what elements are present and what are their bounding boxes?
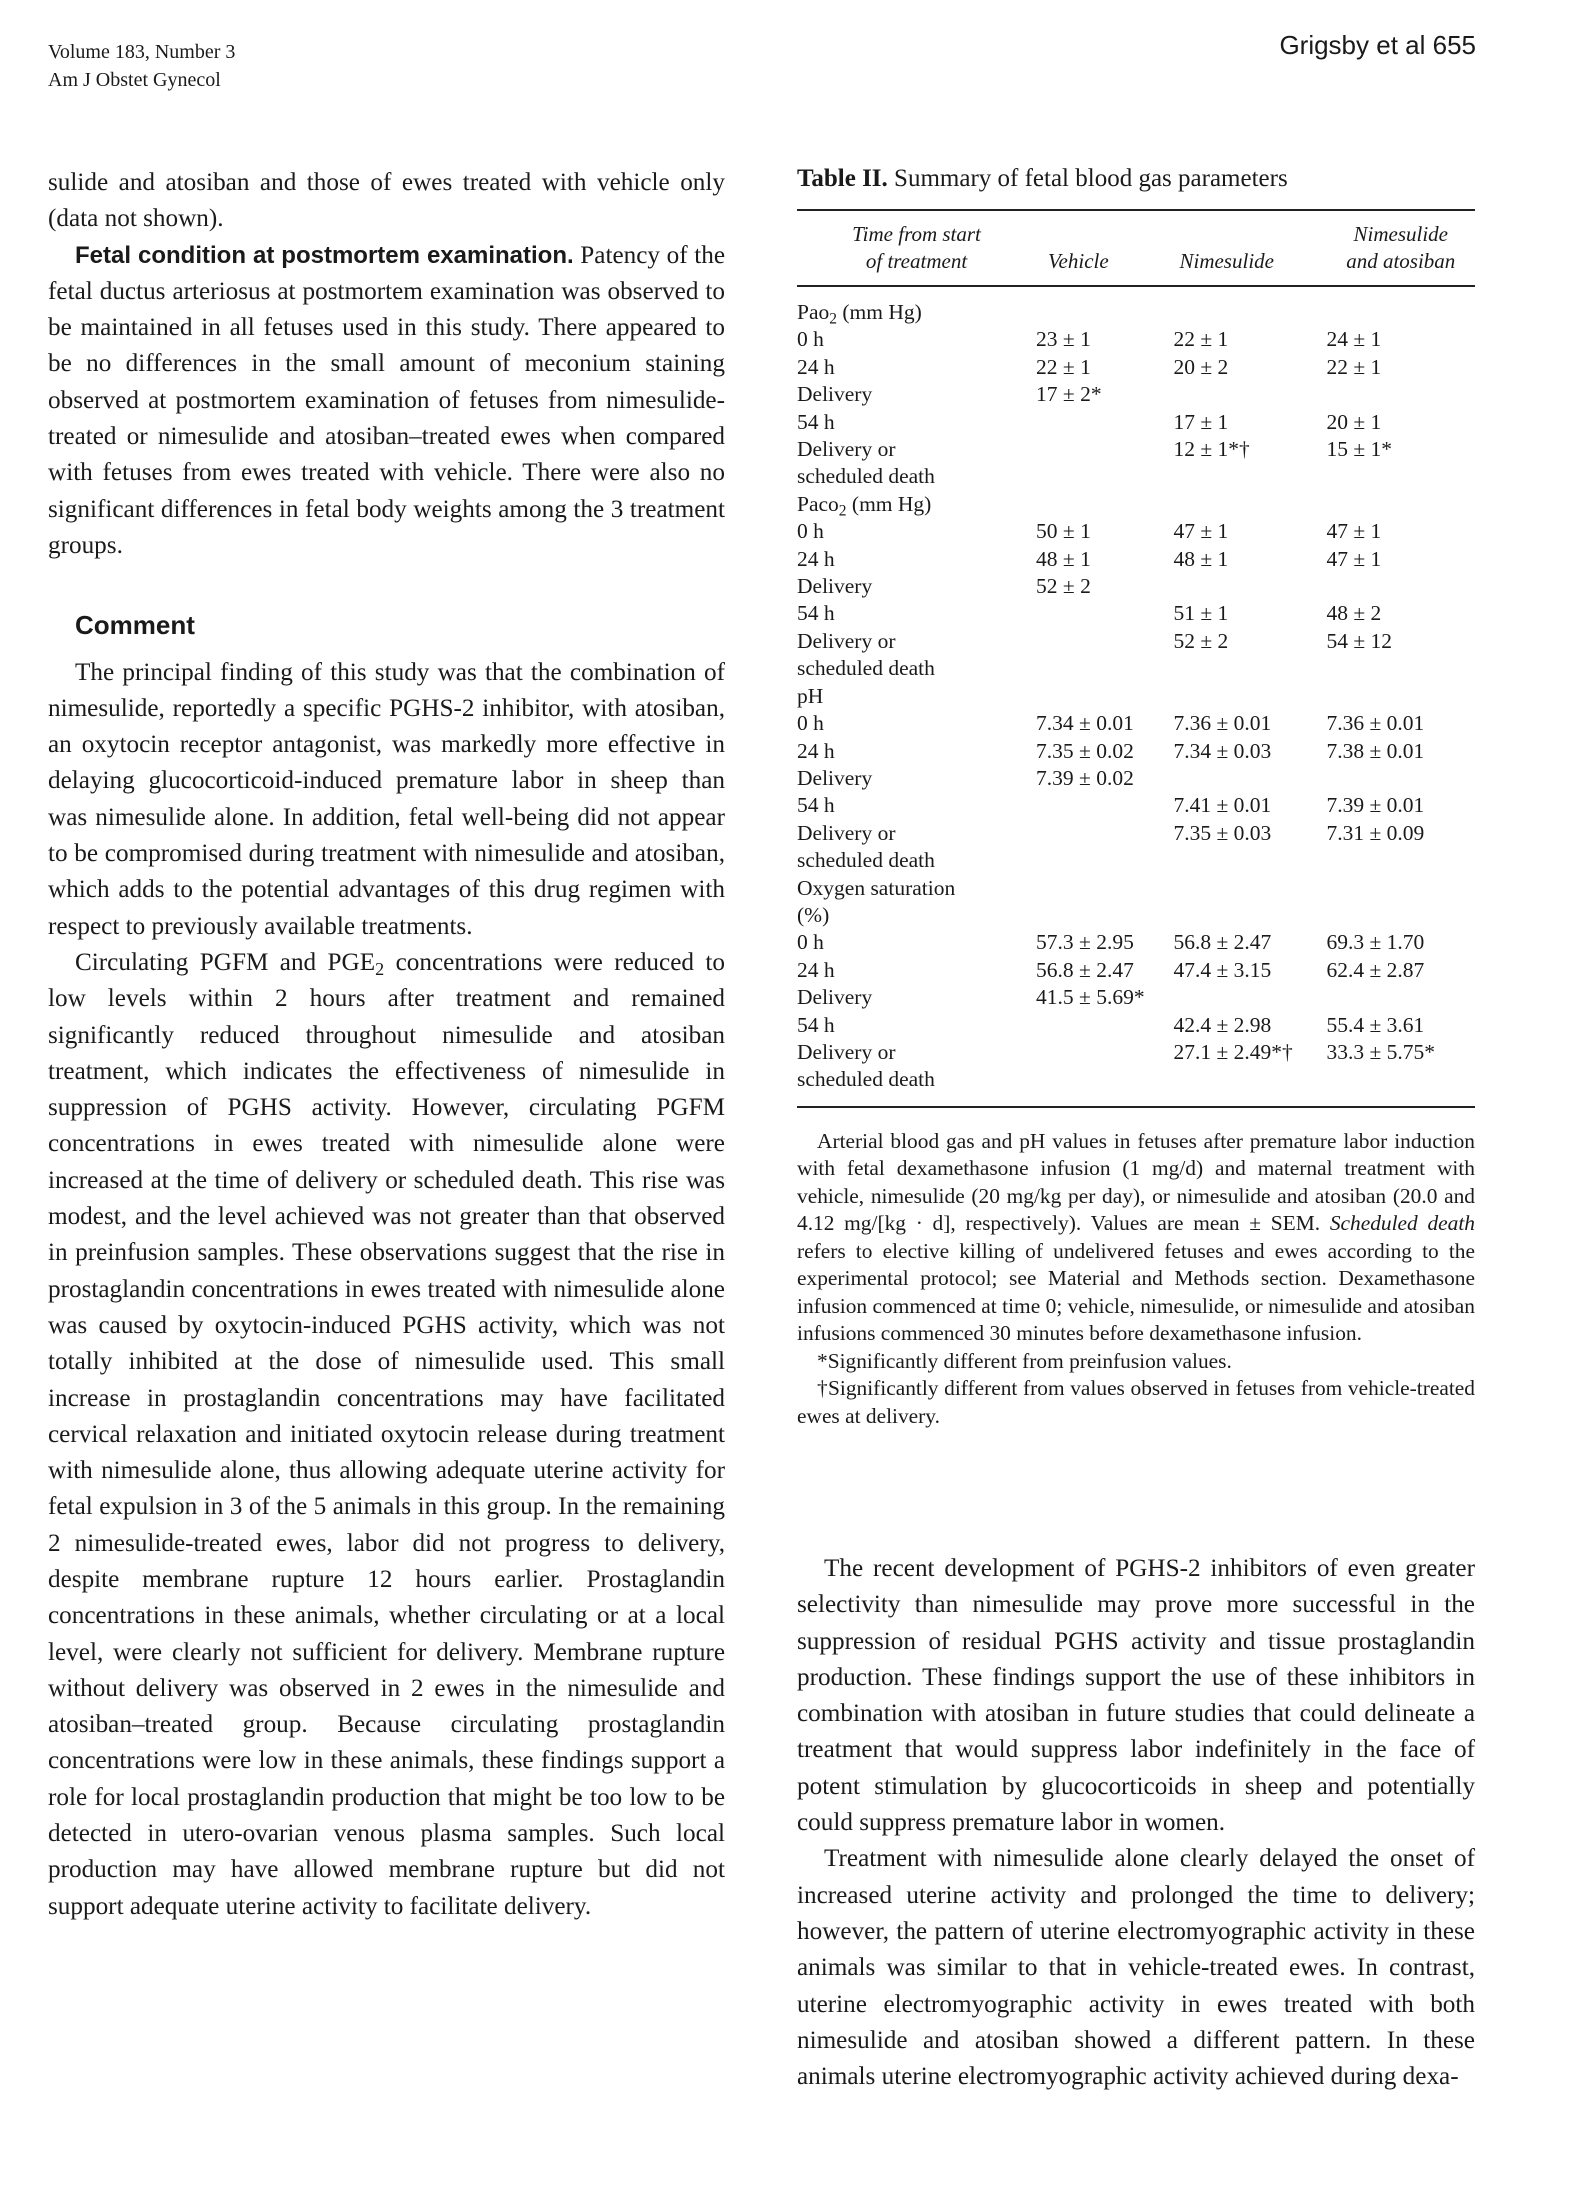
table-row	[797, 1066, 1475, 1106]
combo-cell	[1327, 463, 1476, 490]
table-row	[797, 957, 1475, 984]
journal-header	[48, 38, 235, 94]
combo-cell: 33.3 ± 5.75*	[1326, 1039, 1436, 1064]
time-cell: scheduled death	[797, 848, 935, 873]
group-pao2	[797, 286, 1475, 326]
footnote-dagger: †Significantly different from values observed in fetuses from vehicle-treated ewes at delivery.	[797, 1376, 1475, 1428]
combo-cell: 47 ± 1	[1326, 519, 1382, 544]
paragraph: The principal finding of this study was that the combination of nimesulide, reportedly a specific PGHS-2 inhibitor, with atosiban, an oxytocin receptor antagonist, was markedly more effective in delaying glucocorticoid-induced premature labor in sheep than was nimesulide alone. In addition, fetal well-being did not appear to be compromised during treatment with nimesulide and atosiban, which adds to the potential advantages of this drug regimen with respect to previously available treatments.	[48, 658, 725, 940]
vehicle-cell: 22 ± 1	[1036, 354, 1091, 379]
header-vehicle: Vehicle	[1036, 210, 1173, 286]
section-heading: Comment	[75, 610, 195, 641]
nimesulide-cell: 47.4 ± 3.15	[1173, 957, 1272, 982]
nimesulide-cell: 52 ± 2	[1173, 628, 1229, 653]
nimesulide-cell: 51 ± 1	[1173, 601, 1229, 626]
combo-cell: 55.4 ± 3.61	[1326, 1012, 1425, 1037]
combo-cell: 69.3 ± 1.70	[1326, 930, 1425, 955]
group-label: Oxygen saturation	[797, 875, 956, 900]
combo-cell: 7.38 ± 0.01	[1326, 738, 1425, 763]
table-footnotes	[797, 1128, 1475, 1431]
time-cell: Delivery or	[797, 437, 896, 462]
table-row	[797, 1039, 1475, 1066]
combo-cell: 15 ± 1*	[1326, 437, 1393, 462]
vehicle-cell	[1036, 847, 1173, 874]
header-combo: Nimesulide and atosiban	[1327, 210, 1476, 286]
vehicle-cell	[1036, 1012, 1173, 1039]
table-row	[797, 436, 1475, 463]
nimesulide-cell	[1173, 847, 1326, 874]
time-cell: Delivery or	[797, 628, 896, 653]
paragraph: Treatment with nimesulide alone clearly delayed the onset of increased uterine activity and prolonged the time to delivery; however, the pattern of uterine electromyographic activity in these animals was similar to that in vehicle-treated ewes. In contrast, uterine electromyographic activity in ewes treated with both nimesulide and atosiban showed a different pattern. In these animals uterine electromyographic activity achieved during dexa-	[797, 1845, 1475, 2091]
group-label: Paco$_2$ (mm Hg)	[797, 491, 932, 520]
paragraph-text: Patency of the fetal ductus arteriosus at postmortem examination was observed to be maintained in all fetuses used in this study. There appeared to be no differences in the small amount of meconium staining observed at postmortem examination of fetuses from nimesulide-treated or nimesulide and atosiban–treated ewes when compared with fetuses from ewes treated with vehicle. There were also no significant differences in fetal body weights among the 3 treatment groups.	[48, 241, 726, 559]
paragraph-text: concentrations were reduced to low levels within 2 hours after treatment and remained significantly reduced throughout nimesulide and atosiban treatment, which indicates the effectiveness of nimesulide in suppression of PGHS activity. However, circulating PGFM concentrations in ewes treated with nimesulide alone were increased at the time of delivery or scheduled death. This rise was modest, and the level achieved was not greater than that observed in preinfusion samples. These observations suggest that the rise in prostaglandin concentrations in ewes treated with nimesulide alone was caused by oxytocin-induced PGHS activity, which was not totally inhibited at the dose of nimesulide used. This small increase in prostaglandin concentrations may have facilitated cervical relaxation and initiated oxytocin release during treatment with nimesulide alone, thus allowing adequate uterine activity for fetal expulsion in 3 of the 5 animals in this group. In the remaining 2 nimesulide-treated ewes, labor did not progress to delivery, despite membrane rupture 12 hours earlier. Prostaglandin concentrations in these animals, whether circulating or at a local level, were clearly not sufficient for delivery. Membrane rupture without delivery was observed in 2 ewes in the nimesulide and atosiban–treated group. Because circulating prostaglandin concentrations were low in these animals, these findings support a role for local prostaglandin production that might be too low to be detected in utero-ovarian venous plasma samples. Such local production may have allowed membrane rupture but did not support adequate uterine activity to facilitate delivery.	[48, 948, 725, 1920]
nimesulide-cell	[1173, 463, 1326, 490]
group-oxygen-saturation-unit	[797, 902, 1475, 929]
time-cell: Delivery	[797, 382, 873, 407]
nimesulide-cell: 56.8 ± 2.47	[1173, 930, 1272, 955]
vehicle-cell	[1036, 792, 1173, 819]
vehicle-cell	[1036, 600, 1173, 627]
combo-cell: 54 ± 12	[1326, 628, 1393, 653]
table-row	[797, 573, 1475, 600]
combo-cell: 7.39 ± 0.01	[1326, 793, 1425, 818]
nimesulide-cell	[1173, 381, 1326, 408]
vehicle-cell: 17 ± 2*	[1036, 382, 1102, 407]
volume-line: Volume 183, Number 3	[48, 41, 236, 63]
combo-cell	[1327, 1066, 1476, 1106]
nimesulide-cell: 7.36 ± 0.01	[1173, 711, 1272, 736]
combo-cell: 62.4 ± 2.87	[1326, 957, 1425, 982]
vehicle-cell	[1036, 655, 1173, 682]
time-cell: 24 h	[797, 354, 835, 379]
group-label: pH	[797, 683, 824, 708]
vehicle-cell: 41.5 ± 5.69*	[1036, 985, 1145, 1010]
table-row	[797, 792, 1475, 819]
nimesulide-cell: 17 ± 1	[1173, 409, 1229, 434]
time-cell: 54 h	[797, 409, 835, 434]
table-row	[797, 518, 1475, 545]
time-cell: Delivery or	[797, 1039, 896, 1064]
nimesulide-cell: 27.1 ± 2.49*†	[1173, 1039, 1293, 1064]
group-paco2	[797, 491, 1475, 518]
nimesulide-cell	[1173, 655, 1326, 682]
time-cell: 54 h	[797, 1012, 835, 1037]
nimesulide-cell	[1173, 765, 1326, 792]
nimesulide-cell: 47 ± 1	[1173, 519, 1229, 544]
vehicle-cell: 23 ± 1	[1036, 327, 1091, 352]
running-head: Grigsby et al 655	[1279, 30, 1476, 60]
table-row	[797, 655, 1475, 682]
paragraph: sulide and atosiban and those of ewes treated with vehicle only (data not shown).	[48, 169, 725, 233]
time-cell: Delivery	[797, 765, 873, 790]
nimesulide-cell: 20 ± 2	[1173, 354, 1229, 379]
table-title	[797, 165, 1475, 193]
nimesulide-cell: 48 ± 1	[1173, 546, 1229, 571]
combo-cell: 24 ± 1	[1326, 327, 1382, 352]
paragraph	[48, 945, 725, 1925]
subscript: 2	[375, 959, 385, 980]
nimesulide-cell: 7.35 ± 0.03	[1173, 820, 1272, 845]
left-column	[48, 165, 725, 1925]
time-cell: Delivery	[797, 574, 873, 599]
time-cell: scheduled death	[797, 1067, 935, 1092]
vehicle-cell: 52 ± 2	[1036, 574, 1091, 599]
table-header-row	[797, 210, 1475, 286]
table-ii	[797, 165, 1475, 1430]
nimesulide-cell: 22 ± 1	[1173, 327, 1229, 352]
table-caption: Summary of fetal blood gas parameters	[887, 165, 1288, 192]
nimesulide-cell: 7.41 ± 0.01	[1173, 793, 1272, 818]
combo-cell	[1327, 847, 1476, 874]
table-row	[797, 1012, 1475, 1039]
nimesulide-cell	[1173, 573, 1326, 600]
combo-cell: 7.36 ± 0.01	[1326, 711, 1425, 736]
right-column	[797, 1551, 1475, 2095]
combo-cell	[1327, 655, 1476, 682]
time-cell: 0 h	[797, 711, 824, 736]
table-row	[797, 738, 1475, 765]
group-ph	[797, 683, 1475, 710]
nimesulide-cell: 7.34 ± 0.03	[1173, 738, 1272, 763]
time-cell: 54 h	[797, 793, 835, 818]
nimesulide-cell: 42.4 ± 2.98	[1173, 1012, 1272, 1037]
time-cell: 54 h	[797, 601, 835, 626]
table-row	[797, 765, 1475, 792]
vehicle-cell	[1036, 1066, 1173, 1106]
table-row	[797, 847, 1475, 874]
footnote-main: Arterial blood gas and pH values in fetuses after premature labor induction with fetal dexamethasone infusion (1 mg/d) and maternal treatment with vehicle, nimesulide (20 mg/kg per day), or nimesulide and atosiban (20.0 and 4.12 mg/[kg · d], respectively). Values are mean ± SEM. Scheduled death refers to elective killing of undelivered fetuses and ewes according to the experimental protocol; see Material and Methods section. Dexamethasone infusion commenced at time 0; vehicle, nimesulide, or nimesulide and atosiban infusions commenced 30 minutes before dexamethasone infusion.	[797, 1128, 1475, 1346]
table-row	[797, 354, 1475, 381]
combo-cell: 48 ± 2	[1326, 601, 1382, 626]
paragraph: The recent development of PGHS-2 inhibitors of even greater selectivity than nimesulide may prove more successful in the suppression of residual PGHS activity and tissue prostaglandin production. These findings support the use of these inhibitors in combination with atosiban in future studies that could delineate a treatment that would suppress labor indefinitely in the face of potent stimulation by glucocorticoids in sheep and potentially could suppress premature labor in women.	[797, 1555, 1475, 1837]
vehicle-cell: 57.3 ± 2.95	[1036, 930, 1134, 955]
paragraph	[48, 238, 725, 565]
combo-cell: 22 ± 1	[1326, 354, 1382, 379]
table-row	[797, 463, 1475, 490]
time-cell: 0 h	[797, 930, 824, 955]
table-row	[797, 929, 1475, 956]
time-cell: scheduled death	[797, 464, 935, 489]
time-cell: scheduled death	[797, 656, 935, 681]
vehicle-cell: 50 ± 1	[1036, 519, 1091, 544]
run-in-heading: Fetal condition at postmortem examination.	[75, 241, 574, 269]
nimesulide-cell	[1173, 984, 1326, 1011]
vehicle-cell: 48 ± 1	[1036, 546, 1091, 571]
group-unit: (%)	[797, 902, 830, 927]
vehicle-cell	[1036, 628, 1173, 655]
time-cell: Delivery or	[797, 820, 896, 845]
vehicle-cell: 7.35 ± 0.02	[1036, 738, 1134, 763]
group-label: Pao$_2$ (mm Hg)	[797, 300, 922, 328]
nimesulide-cell	[1173, 1066, 1326, 1106]
vehicle-cell	[1036, 820, 1173, 847]
table-row	[797, 710, 1475, 737]
group-oxygen-saturation	[797, 875, 1475, 902]
blood-gas-table	[797, 209, 1475, 1108]
vehicle-cell	[1036, 436, 1173, 463]
header-time: Time from start of treatment	[797, 210, 1036, 286]
combo-cell: 20 ± 1	[1326, 409, 1382, 434]
table-body	[797, 286, 1475, 1107]
time-cell: 0 h	[797, 519, 824, 544]
table-row	[797, 409, 1475, 436]
table-row	[797, 628, 1475, 655]
nimesulide-cell: 12 ± 1*†	[1173, 437, 1250, 462]
combo-cell	[1327, 573, 1476, 600]
time-cell: 24 h	[797, 957, 835, 982]
table-row	[797, 326, 1475, 353]
vehicle-cell	[1036, 409, 1173, 436]
header-nimesulide: Nimesulide	[1173, 210, 1326, 286]
vehicle-cell	[1036, 463, 1173, 490]
table-row	[797, 600, 1475, 627]
table-row	[797, 984, 1475, 1011]
vehicle-cell: 7.34 ± 0.01	[1036, 711, 1134, 736]
time-cell: 24 h	[797, 738, 835, 763]
combo-cell	[1327, 381, 1476, 408]
vehicle-cell: 56.8 ± 2.47	[1036, 957, 1134, 982]
table-label: Table II.	[797, 165, 888, 192]
combo-cell	[1327, 984, 1476, 1011]
time-cell: 0 h	[797, 327, 824, 352]
combo-cell: 47 ± 1	[1326, 546, 1382, 571]
table-row	[797, 381, 1475, 408]
table-row	[797, 546, 1475, 573]
time-cell: 24 h	[797, 546, 835, 571]
footnote-star: *Significantly different from preinfusion values.	[817, 1348, 1232, 1373]
vehicle-cell	[1036, 1039, 1173, 1066]
time-cell: Delivery	[797, 985, 873, 1010]
vehicle-cell: 7.39 ± 0.02	[1036, 765, 1134, 790]
paragraph-text: Circulating PGFM and PGE	[75, 948, 376, 976]
combo-cell	[1327, 765, 1476, 792]
combo-cell: 7.31 ± 0.09	[1326, 820, 1425, 845]
journal-name: Am J Obstet Gynecol	[48, 69, 221, 91]
table-row	[797, 820, 1475, 847]
